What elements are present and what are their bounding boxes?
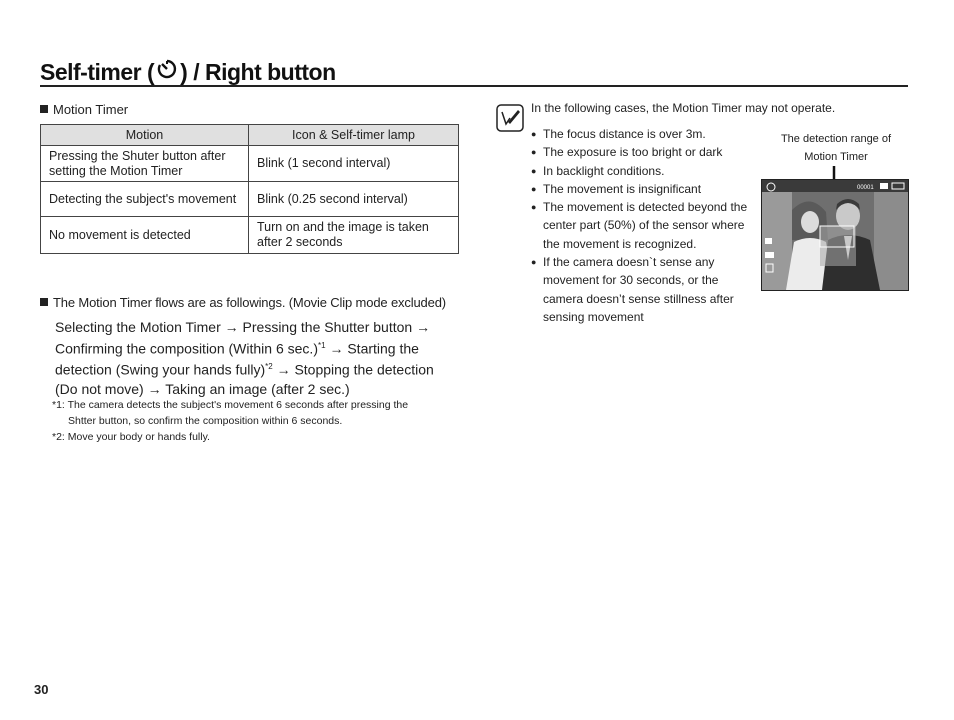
flow-step: Taking an image (after 2 sec.) (165, 380, 350, 397)
footnote-2: *2: Move your body or hands fully. (52, 431, 210, 443)
flow-step: Selecting the Motion Timer (55, 319, 221, 335)
footnote-ref: *1 (318, 340, 326, 350)
table-row (41, 146, 459, 182)
table-header-row (41, 125, 459, 146)
flow-step: Starting the detection (Swing your hands fully) (55, 340, 419, 378)
table-row (41, 217, 459, 254)
note-intro: In the following cases, the Motion Timer may not operate. (531, 101, 836, 115)
page-number: 30 (34, 682, 49, 697)
footnote-1: *1: The camera detects the subject's movement 6 seconds after pressing the (52, 399, 409, 411)
table-cell-motion: No movement is detected (41, 217, 249, 254)
flow-heading (40, 295, 446, 310)
flow-arrow: → (329, 340, 344, 357)
flow-heading-text: The Motion Timer flows are as followings. (Movie Clip mode excluded) (53, 295, 446, 310)
list-item: ● The movement is insignificant (533, 180, 753, 198)
flow-step: Pressing the Shutter button (242, 319, 413, 335)
self-timer-icon (154, 58, 180, 86)
page-title (40, 58, 336, 86)
list-item: ● The movement is detected beyond the center part (50%) of the sensor where the movement is recognized. (533, 198, 753, 253)
list-item: ● The exposure is too bright or dark (533, 143, 753, 161)
flow-step: Stopping the detection (Do not move) (55, 361, 434, 397)
flow-arrow: → (276, 361, 291, 378)
column-header-lamp: Icon & Self-timer lamp (249, 125, 459, 146)
motion-timer-heading-text: Motion Timer (53, 102, 129, 117)
table-cell-lamp: Turn on and the image is taken after 2 seconds (249, 217, 459, 254)
table-row (41, 182, 459, 217)
flow-description (55, 318, 455, 399)
title-suffix: ) / Right button (180, 58, 336, 85)
list-item: ● If the camera doesn`t sense any movement for 30 seconds, or the camera doesn’t sense stillness after sensing movement (533, 253, 753, 326)
footnote-1-cont: Shtter button, so confirm the composition within 6 seconds. (68, 415, 343, 427)
flow-arrow: → (147, 380, 162, 397)
list-item: ● In backlight conditions. (533, 162, 753, 180)
footnote-ref: *2 (265, 362, 273, 372)
flow-arrow: → (416, 319, 431, 335)
camera-counter: 00001 (857, 185, 874, 191)
flow-step: Confirming the composition (Within 6 sec.) (55, 340, 318, 357)
motion-timer-table (40, 124, 459, 254)
detection-range-caption: The detection range of Motion Timer (780, 133, 892, 163)
title-rule (40, 85, 908, 87)
flow-arrow: → (224, 319, 239, 335)
note-pencil-icon (496, 104, 524, 137)
list-item: ● The focus distance is over 3m. (533, 125, 753, 143)
table-cell-lamp: Blink (1 second interval) (249, 146, 459, 182)
title-prefix: Self-timer ( (40, 58, 155, 85)
square-bullet-icon (40, 298, 48, 306)
table-cell-motion: Detecting the subject's movement (41, 182, 249, 217)
motion-timer-heading (40, 102, 128, 117)
square-bullet-icon (40, 105, 48, 113)
camera-screen-image (761, 179, 909, 291)
note-list (533, 125, 753, 326)
column-header-motion: Motion (41, 125, 249, 146)
table-cell-lamp: Blink (0.25 second interval) (249, 182, 459, 217)
table-cell-motion: Pressing the Shuter button after setting the Motion Timer (41, 146, 249, 182)
